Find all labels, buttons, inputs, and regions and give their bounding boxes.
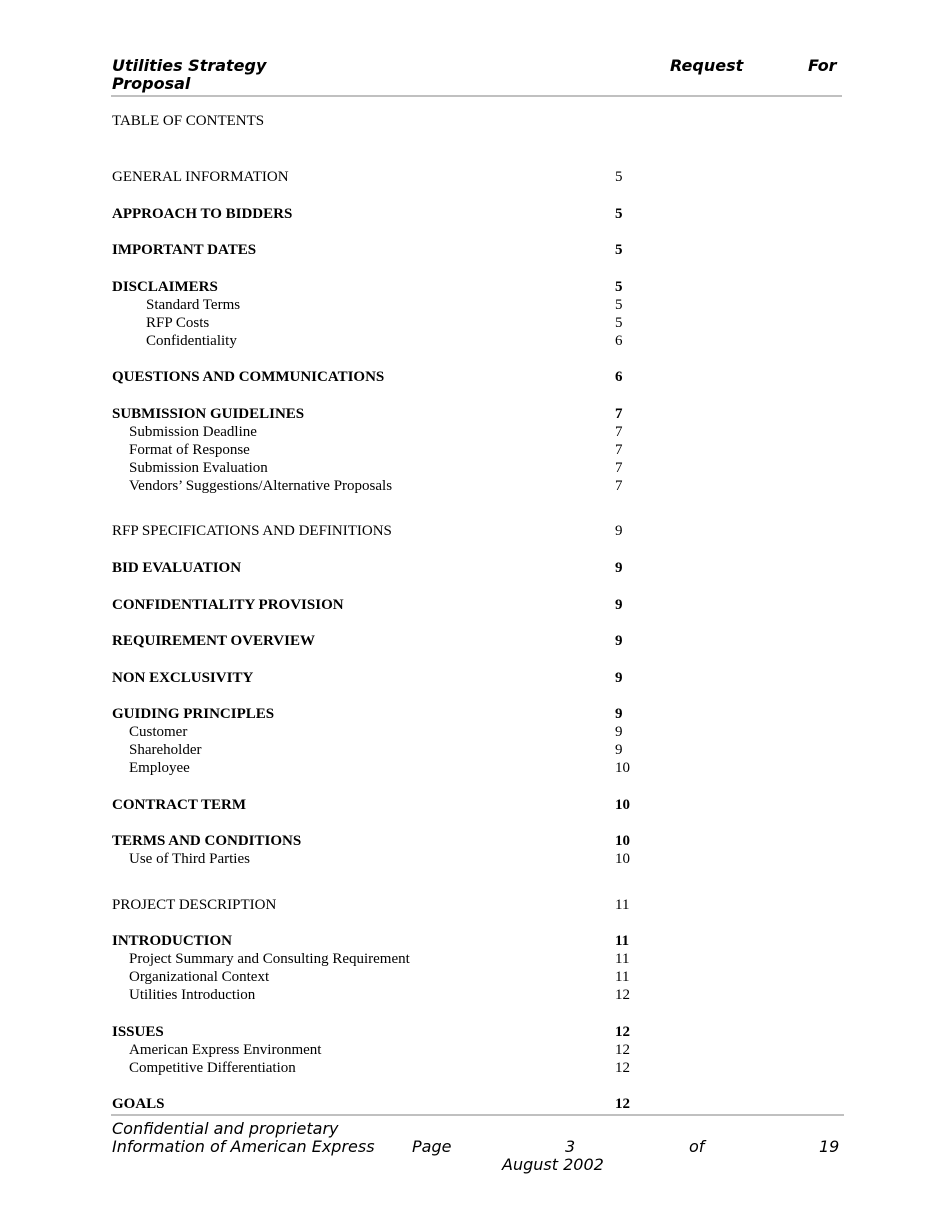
footer-divider <box>111 1114 844 1116</box>
toc-entry-label: CONTRACT TERM <box>112 797 247 813</box>
toc-entry-page: 9 <box>615 597 623 613</box>
toc-entry-page: 11 <box>615 969 630 985</box>
toc-entry-label: American Express Environment <box>129 1042 322 1058</box>
toc-entry-label: APPROACH TO BIDDERS <box>112 206 293 222</box>
toc-entry-label: Shareholder <box>129 742 202 758</box>
toc-entry <box>112 368 652 386</box>
header-request: Request <box>670 56 744 75</box>
toc-entry-label: Organizational Context <box>129 969 270 985</box>
toc-entry-page: 10 <box>615 851 630 867</box>
toc-entry-label: DISCLAIMERS <box>112 279 218 295</box>
header-for: For <box>808 56 837 75</box>
toc-entry <box>112 968 652 986</box>
toc-entry-label: Project Summary and Consulting Requirement <box>129 951 410 967</box>
toc-entry-page: 12 <box>615 1060 630 1076</box>
toc-entry-label: GOALS <box>112 1096 165 1112</box>
toc-entry <box>112 1059 652 1077</box>
toc-entry-label: TERMS AND CONDITIONS <box>112 833 302 849</box>
toc-entry <box>112 205 652 223</box>
toc-entry <box>112 278 652 296</box>
toc-entry-page: 9 <box>615 560 623 576</box>
toc-entry-page: 12 <box>615 1096 630 1112</box>
toc-entry-label: IMPORTANT DATES <box>112 242 257 258</box>
toc-entry-page: 9 <box>615 706 623 722</box>
header-title-line2: Proposal <box>112 74 191 93</box>
toc-entry-label: Submission Deadline <box>129 424 257 440</box>
toc-entry <box>112 314 652 332</box>
toc-entry-page: 5 <box>615 242 623 258</box>
toc-entry <box>112 522 652 540</box>
toc-entry-label: RFP SPECIFICATIONS AND DEFINITIONS <box>112 523 392 539</box>
toc-entry <box>112 241 652 259</box>
toc-entry <box>112 632 652 650</box>
toc-entry-page: 7 <box>615 460 623 476</box>
toc-entry <box>112 759 652 777</box>
footer-of-label: of <box>689 1137 705 1156</box>
toc-entry-page: 9 <box>615 742 623 758</box>
header-divider <box>111 95 842 97</box>
toc-entry-label: Format of Response <box>129 442 250 458</box>
toc-entry-page: 9 <box>615 523 623 539</box>
toc-entry-label: RFP Costs <box>146 315 210 331</box>
toc-entry-label: PROJECT DESCRIPTION <box>112 897 277 913</box>
toc-entry <box>112 932 652 950</box>
toc-entry-label: GUIDING PRINCIPLES <box>112 706 275 722</box>
toc-entry <box>112 986 652 1004</box>
toc-entry <box>112 850 652 868</box>
toc-entry-label: SUBMISSION GUIDELINES <box>112 406 305 422</box>
toc-entry <box>112 741 652 759</box>
toc-entry-label: INTRODUCTION <box>112 933 233 949</box>
toc-entry <box>112 559 652 577</box>
toc-entry <box>112 669 652 687</box>
toc-entry <box>112 1023 652 1041</box>
toc-entry-label: QUESTIONS AND COMMUNICATIONS <box>112 369 385 385</box>
footer-confidential-line2: Information of American Express <box>112 1137 375 1156</box>
toc-entry-label: Submission Evaluation <box>129 460 268 476</box>
footer-page-label: Page <box>412 1137 452 1156</box>
toc-entry-label: GENERAL INFORMATION <box>112 169 289 185</box>
toc-entry-page: 11 <box>615 933 630 949</box>
toc-entry-page: 9 <box>615 633 623 649</box>
toc-entry <box>112 832 652 850</box>
toc-entry-page: 12 <box>615 987 630 1003</box>
toc-title: TABLE OF CONTENTS <box>112 113 265 129</box>
toc-entry-page: 5 <box>615 206 623 222</box>
toc-entry <box>112 950 652 968</box>
toc-entry-page: 5 <box>615 279 623 295</box>
toc-entry-page: 7 <box>615 442 623 458</box>
footer-total-pages: 19 <box>819 1137 840 1156</box>
toc-entry-label: Employee <box>129 760 190 776</box>
toc-entry-page: 5 <box>615 315 623 331</box>
toc-entry <box>112 596 652 614</box>
toc-entry-label: CONFIDENTIALITY PROVISION <box>112 597 344 613</box>
toc-entry <box>112 332 652 350</box>
toc-entry-label: NON EXCLUSIVITY <box>112 670 254 686</box>
toc-entry-page: 9 <box>615 670 623 686</box>
toc-entry-label: Standard Terms <box>146 297 241 313</box>
toc-entry-page: 7 <box>615 406 623 422</box>
toc-entry-label: Confidentiality <box>146 333 237 349</box>
toc-entry-page: 12 <box>615 1042 630 1058</box>
toc-entry-page: 7 <box>615 478 623 494</box>
header-title-line1: Utilities Strategy <box>112 56 267 75</box>
toc-entry-page: 10 <box>615 760 630 776</box>
toc-entry <box>112 477 652 495</box>
toc-entry-label: Customer <box>129 724 188 740</box>
toc-entry <box>112 441 652 459</box>
toc-entry-page: 7 <box>615 424 623 440</box>
toc-entry <box>112 423 652 441</box>
toc-entry-label: BID EVALUATION <box>112 560 242 576</box>
toc-entry-label: REQUIREMENT OVERVIEW <box>112 633 315 649</box>
toc-entry-page: 12 <box>615 1024 630 1040</box>
toc-entry <box>112 405 652 423</box>
toc-entry <box>112 459 652 477</box>
toc-entry <box>112 168 652 186</box>
toc-entry-label: ISSUES <box>112 1024 164 1040</box>
toc-entry-page: 5 <box>615 297 623 313</box>
footer-date: August 2002 <box>502 1155 604 1174</box>
toc-entry <box>112 896 652 914</box>
toc-entry-page: 11 <box>615 951 630 967</box>
toc-entry-page: 10 <box>615 833 630 849</box>
toc-entry <box>112 1041 652 1059</box>
toc-entry-page: 9 <box>615 724 623 740</box>
toc-entry-page: 6 <box>615 333 623 349</box>
toc-entry-label: Use of Third Parties <box>129 851 250 867</box>
toc-entry <box>112 796 652 814</box>
toc-entry <box>112 723 652 741</box>
toc-entry-label: Utilities Introduction <box>129 987 256 1003</box>
toc-entry-page: 6 <box>615 369 623 385</box>
toc-entry-page: 10 <box>615 797 630 813</box>
toc-entry <box>112 705 652 723</box>
toc-entry-page: 11 <box>615 897 630 913</box>
footer-page-number: 3 <box>565 1137 576 1156</box>
toc-entry <box>112 1095 652 1113</box>
toc-entry-label: Competitive Differentiation <box>129 1060 296 1076</box>
toc-entry-label: Vendors’ Suggestions/Alternative Proposals <box>129 478 393 494</box>
toc-entry <box>112 296 652 314</box>
footer-confidential-line1: Confidential and proprietary <box>112 1119 339 1138</box>
toc-entry-page: 5 <box>615 169 623 185</box>
